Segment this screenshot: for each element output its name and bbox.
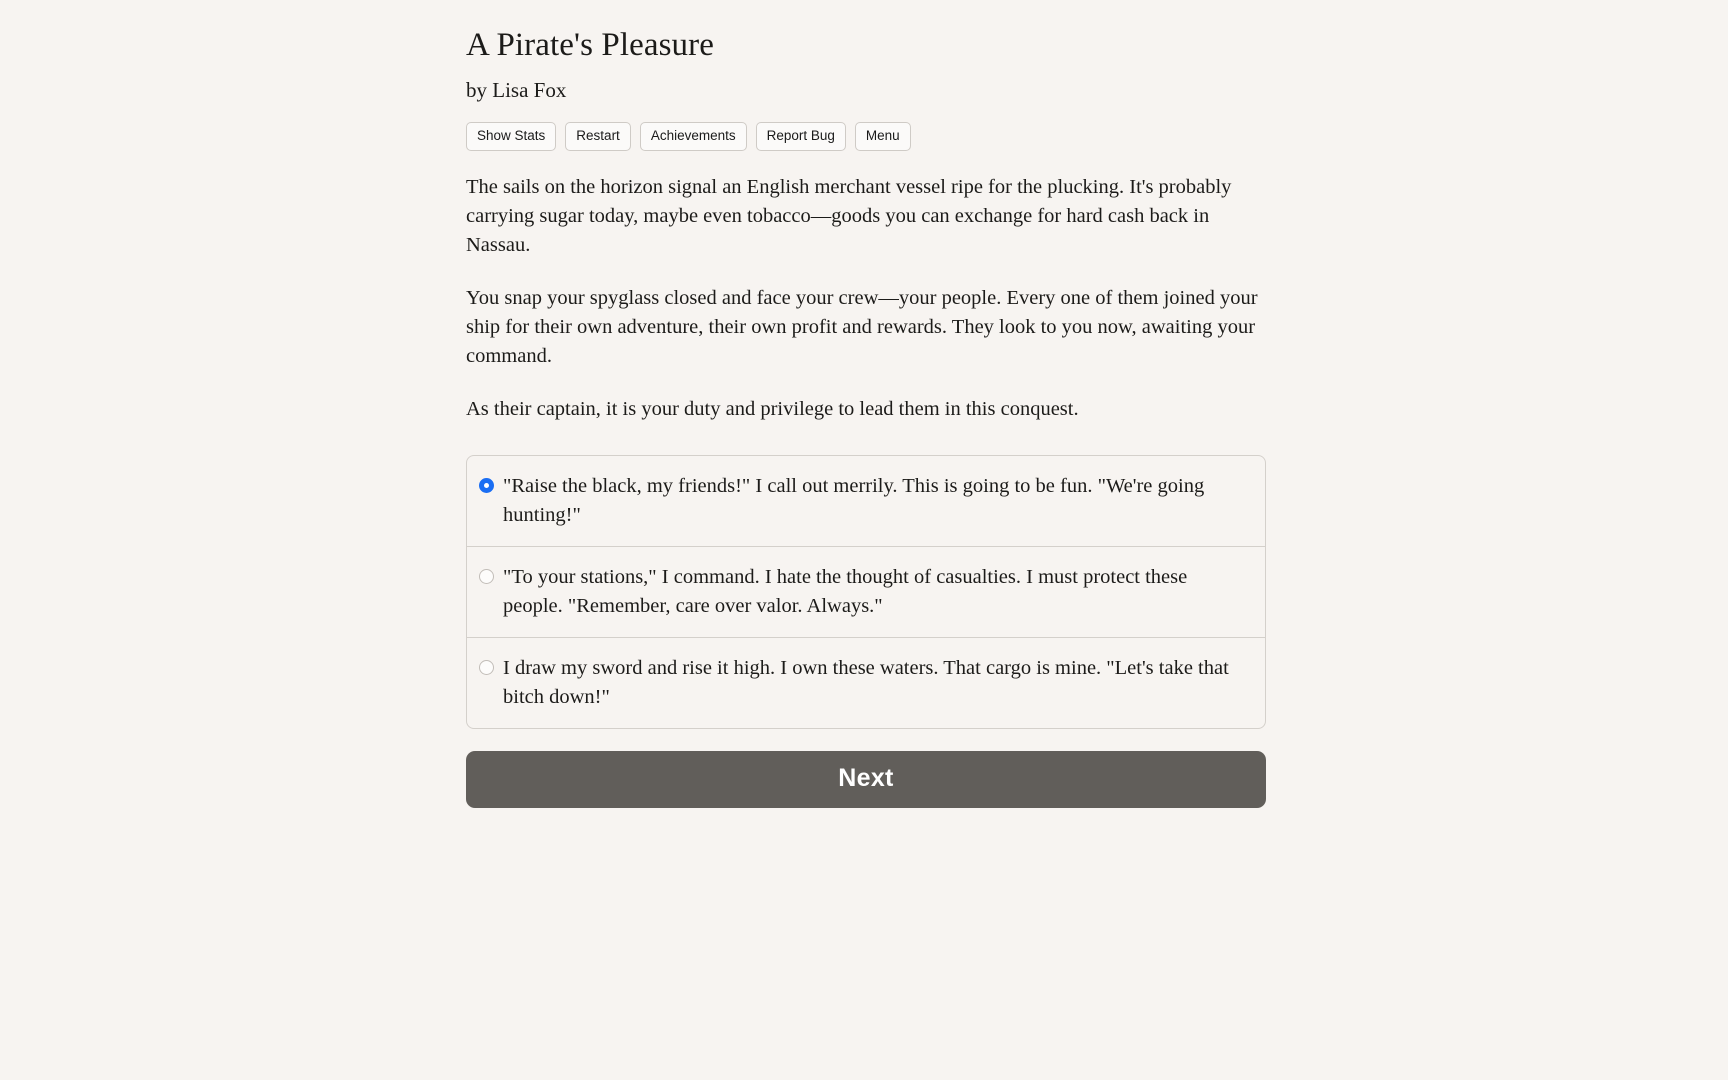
report-bug-button[interactable]: Report Bug [756,122,846,151]
menu-button[interactable]: Menu [855,122,911,151]
restart-button[interactable]: Restart [565,122,631,151]
story-column [466,18,1266,808]
choice-option-3[interactable] [467,638,1265,728]
page-title: A Pirate's Pleasure [466,27,714,63]
story-author: by Lisa Fox [466,78,567,103]
choice-option-label: "To your stations," I command. I hate the thought of casualties. I must protect these people. "Remember, care over valor. Always." [503,565,1188,617]
choice-option-2[interactable] [467,547,1265,638]
choice-option-1[interactable] [467,456,1265,547]
radio-unselected-icon[interactable] [479,569,494,584]
choice-list [466,455,1266,730]
achievements-button[interactable]: Achievements [640,122,747,151]
story-paragraph: The sails on the horizon signal an English merchant vessel ripe for the plucking. It's probably carrying sugar today, maybe even tobacco—goods you can exchange for hard cash back in Nassau. [466,175,1232,256]
story-text [466,173,1266,425]
story-paragraph: You snap your spyglass closed and face your crew—your people. Every one of them joined your ship for their own adventure, their own profit and rewards. They look to you now, awaiting your command. [466,287,1258,368]
radio-unselected-icon[interactable] [479,660,494,675]
choice-option-label: I draw my sword and rise it high. I own these waters. That cargo is mine. "Let's take that bitch down!" [503,656,1229,709]
radio-selected-icon[interactable] [479,478,494,493]
toolbar [466,122,1266,151]
story-paragraph: As their captain, it is your duty and privilege to lead them in this conquest. [466,398,1079,421]
next-button[interactable]: Next [466,751,1266,808]
show-stats-button[interactable]: Show Stats [466,122,556,151]
choice-option-label: "Raise the black, my friends!" I call out merrily. This is going to be fun. "We're going hunting!" [503,474,1205,526]
